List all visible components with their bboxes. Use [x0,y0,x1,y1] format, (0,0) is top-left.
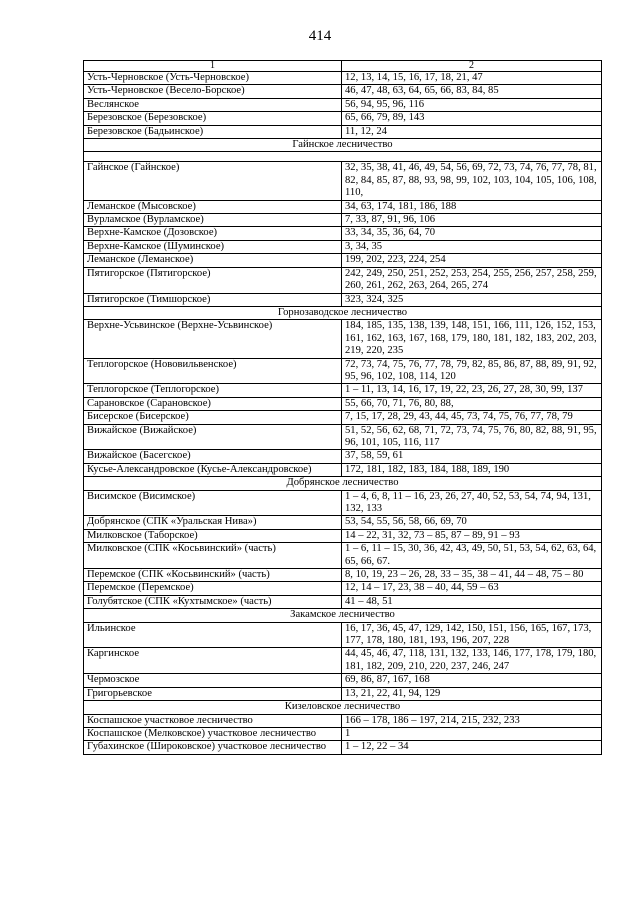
column-1-header: 1 [84,61,342,72]
forestry-name-cell: Леманское (Леманское) [84,254,342,267]
quarter-numbers-cell: 1 – 11, 13, 14, 16, 17, 19, 22, 23, 26, 27, 28, 30, 99, 137 [342,384,602,397]
forestry-name-cell: Гайнское (Гайнское) [84,162,342,200]
forestry-name-cell: Усть-Черновское (Весело-Борское) [84,85,342,98]
forestry-name-cell: Теплогорское (Теплогорское) [84,384,342,397]
table-row [84,741,602,754]
table-row [84,569,602,582]
quarter-numbers-cell: 8, 10, 19, 23 – 26, 28, 33 – 35, 38 – 41, 44 – 48, 75 – 80 [342,569,602,582]
forestry-name-cell: Милковское (СПК «Косьвинский» (часть) [84,543,342,569]
forestry-name-cell: Кусье-Александровское (Кусье-Александровское) [84,463,342,476]
table-header-row [84,61,602,72]
quarter-numbers-cell: 3, 34, 35 [342,240,602,253]
table-row [84,384,602,397]
quarter-numbers-cell: 33, 34, 35, 36, 64, 70 [342,227,602,240]
quarter-numbers-cell: 172, 181, 182, 183, 184, 188, 189, 190 [342,463,602,476]
forestry-name-cell: Теплогорское (Нововильвенское) [84,358,342,384]
quarter-numbers-cell: 72, 73, 74, 75, 76, 77, 78, 79, 82, 85, 86, 87, 88, 89, 91, 92, 95, 96, 102, 108, 114, 120 [342,358,602,384]
table-body [84,61,602,755]
section-title-row [84,139,602,152]
table-row [84,582,602,595]
section-title: Добрянское лесничество [84,477,602,490]
table-row [84,293,602,306]
forestry-name-cell: Ильинское [84,622,342,648]
section-title-row [84,306,602,319]
forestry-name-cell: Верхне-Камское (Дозовское) [84,227,342,240]
forestry-name-cell: Коспашское участковое лесничество [84,714,342,727]
empty-row [84,152,602,162]
quarter-numbers-cell: 166 – 178, 186 – 197, 214, 215, 232, 233 [342,714,602,727]
table-row [84,490,602,516]
forestry-name-cell: Веслянское [84,98,342,111]
table-row [84,267,602,293]
forestry-name-cell: Верхне-Камское (Шуминское) [84,240,342,253]
forestry-name-cell: Пятигорское (Тимшорское) [84,293,342,306]
section-title-row [84,609,602,622]
table-row [84,98,602,111]
quarter-numbers-cell: 69, 86, 87, 167, 168 [342,674,602,687]
section-title-row [84,477,602,490]
table-row [84,714,602,727]
table-row [84,543,602,569]
quarter-numbers-cell: 34, 63, 174, 181, 186, 188 [342,200,602,213]
forestry-name-cell: Вижайское (Вижайское) [84,424,342,450]
table-row [84,162,602,200]
forestry-name-cell: Голубятское (СПК «Кухтымское» (часть) [84,595,342,608]
quarter-numbers-cell: 1 – 12, 22 – 34 [342,741,602,754]
table-row [84,358,602,384]
forestry-name-cell: Григорьевское [84,687,342,700]
section-title: Горнозаводское лесничество [84,306,602,319]
forestry-name-cell: Бисерское (Бисерское) [84,411,342,424]
table-row [84,687,602,700]
quarter-numbers-cell: 184, 185, 135, 138, 139, 148, 151, 166, 111, 126, 152, 153, 161, 162, 163, 167, 168, 179, 180, 181, 182, 183, 202, 203, 219, 220, 235 [342,320,602,358]
forestry-name-cell: Вурламское (Вурламское) [84,214,342,227]
forestry-name-cell: Верхне-Усьвинское (Верхне-Усьвинское) [84,320,342,358]
forestry-name-cell: Коспашское (Мелковское) участковое лесничество [84,727,342,740]
forestry-name-cell: Милковское (Таборское) [84,529,342,542]
table-row [84,595,602,608]
table-row [84,648,602,674]
table-row [84,397,602,410]
forest-quarters-table [83,60,602,755]
quarter-numbers-cell: 11, 12, 24 [342,125,602,138]
forestry-name-cell: Пятигорское (Пятигорское) [84,267,342,293]
forestry-name-cell: Вижайское (Басегское) [84,450,342,463]
forestry-name-cell: Леманское (Мысовское) [84,200,342,213]
quarter-numbers-cell: 199, 202, 223, 224, 254 [342,254,602,267]
forestry-name-cell: Чермозское [84,674,342,687]
quarter-numbers-cell: 323, 324, 325 [342,293,602,306]
quarter-numbers-cell: 56, 94, 95, 96, 116 [342,98,602,111]
quarter-numbers-cell: 12, 14 – 17, 23, 38 – 40, 44, 59 – 63 [342,582,602,595]
quarter-numbers-cell: 37, 58, 59, 61 [342,450,602,463]
forestry-name-cell: Березовское (Бадьинское) [84,125,342,138]
quarter-numbers-cell: 13, 21, 22, 41, 94, 129 [342,687,602,700]
table-row [84,320,602,358]
forestry-name-cell: Березовское (Березовское) [84,112,342,125]
table-row [84,424,602,450]
forestry-name-cell: Висимское (Висимское) [84,490,342,516]
table-row [84,125,602,138]
quarter-numbers-cell: 53, 54, 55, 56, 58, 66, 69, 70 [342,516,602,529]
quarter-numbers-cell: 16, 17, 36, 45, 47, 129, 142, 150, 151, 156, 165, 167, 173, 177, 178, 180, 181, 193, 196, 207, 228 [342,622,602,648]
table-row [84,411,602,424]
quarter-numbers-cell: 7, 33, 87, 91, 96, 106 [342,214,602,227]
quarter-numbers-cell: 1 – 6, 11 – 15, 30, 36, 42, 43, 49, 50, 51, 53, 54, 62, 63, 64, 65, 66, 67. [342,543,602,569]
quarter-numbers-cell: 242, 249, 250, 251, 252, 253, 254, 255, 256, 257, 258, 259, 260, 261, 262, 263, 264, 265, 274 [342,267,602,293]
forestry-name-cell: Губахинское (Широковское) участковое лесничество [84,741,342,754]
quarter-numbers-cell: 46, 47, 48, 63, 64, 65, 66, 83, 84, 85 [342,85,602,98]
section-title: Кизеловское лесничество [84,701,602,714]
table-row [84,674,602,687]
quarter-numbers-cell: 12, 13, 14, 15, 16, 17, 18, 21, 47 [342,72,602,85]
quarter-numbers-cell: 7, 15, 17, 28, 29, 43, 44, 45, 73, 74, 75, 76, 77, 78, 79 [342,411,602,424]
forestry-name-cell: Сарановское (Сарановское) [84,397,342,410]
table-row [84,200,602,213]
page-number: 414 [308,28,332,44]
forestry-name-cell: Усть-Черновское (Усть-Черновское) [84,72,342,85]
empty-cell [84,152,602,162]
quarter-numbers-cell: 1 [342,727,602,740]
table-row [84,72,602,85]
quarter-numbers-cell: 65, 66, 79, 89, 143 [342,112,602,125]
table-row [84,516,602,529]
forestry-name-cell: Перемское (СПК «Косьвинский» (часть) [84,569,342,582]
quarter-numbers-cell: 32, 35, 38, 41, 46, 49, 54, 56, 69, 72, 73, 74, 76, 77, 78, 81, 82, 84, 85, 87, 88, 93, 98, 99, 102, 103, 104, 105, 106, 108, 110, [342,162,602,200]
quarter-numbers-cell: 14 – 22, 31, 32, 73 – 85, 87 – 89, 91 – 93 [342,529,602,542]
table-row [84,529,602,542]
quarter-numbers-cell: 41 – 48, 51 [342,595,602,608]
section-title: Гайнское лесничество [84,139,602,152]
table-row [84,227,602,240]
forestry-name-cell: Перемское (Перемское) [84,582,342,595]
section-title: Закамское лесничество [84,609,602,622]
table-row [84,450,602,463]
forestry-name-cell: Добрянское (СПК «Уральская Нива») [84,516,342,529]
table-row [84,85,602,98]
column-2-header: 2 [342,61,602,72]
table-row [84,214,602,227]
table-row [84,112,602,125]
quarter-numbers-cell: 51, 52, 56, 62, 68, 71, 72, 73, 74, 75, 76, 80, 82, 88, 91, 95, 96, 101, 105, 116, 117 [342,424,602,450]
quarter-numbers-cell: 44, 45, 46, 47, 118, 131, 132, 133, 146, 177, 178, 179, 180, 181, 182, 209, 210, 220, 237, 246, 247 [342,648,602,674]
table-row [84,254,602,267]
quarter-numbers-cell: 55, 66, 70, 71, 76, 80, 88, [342,397,602,410]
table-row [84,463,602,476]
section-title-row [84,701,602,714]
quarter-numbers-cell: 1 – 4, 6, 8, 11 – 16, 23, 26, 27, 40, 52, 53, 54, 74, 94, 131, 132, 133 [342,490,602,516]
table-row [84,240,602,253]
forestry-name-cell: Каргинское [84,648,342,674]
table-row [84,622,602,648]
table-row [84,727,602,740]
